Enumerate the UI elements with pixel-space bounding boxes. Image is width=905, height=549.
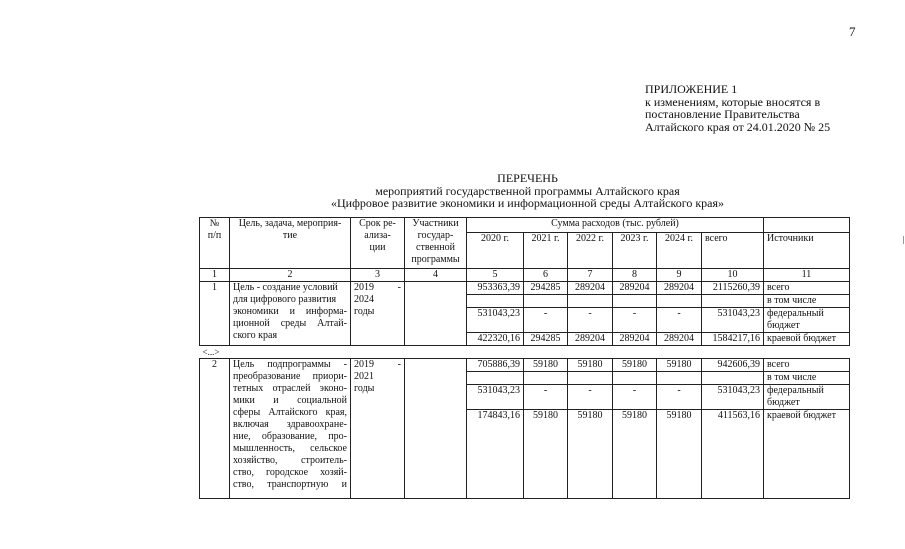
value-cell: 59180 <box>657 410 702 499</box>
header-total: всего <box>702 233 764 269</box>
value-cell: 2115260,39 <box>702 282 764 295</box>
appendix-title: ПРИЛОЖЕНИЕ 1 <box>645 82 738 96</box>
value-cell: 1584217,16 <box>702 333 764 346</box>
value-cell: 59180 <box>568 359 613 372</box>
header-term: Срок ре- ализа- ции <box>351 218 405 269</box>
value-cell: - <box>613 385 657 410</box>
goal-text: Цель подпрограммы - преобразование приори- тетных отраслей эконо- мики и социальной сферы Алтайского края, включая здравоохране- ние, образование, про- мышленность, сельское хозяйство, строитель- ство, городское хозяй- ство, транспортную и <box>230 359 351 499</box>
heading-subtitle: мероприятий государственной программы Алтайского края <box>375 183 680 198</box>
header-year: 2022 г. <box>568 233 613 269</box>
table-row <box>200 359 850 372</box>
heading-program-name: «Цифровое развитие экономики и информационной среды Алтайского края» <box>330 196 724 210</box>
col-number: 9 <box>657 269 702 282</box>
value-cell: 289204 <box>657 282 702 295</box>
appendix-line: постановление Правительства <box>645 107 800 121</box>
source-cell: краевой бюджет <box>764 333 850 346</box>
ellipsis-row <box>200 346 850 359</box>
appendix-block <box>645 83 830 133</box>
term-text: 2019 - 2021 годы <box>351 359 405 499</box>
header-sum: Сумма расходов (тыс. рублей) <box>467 218 764 233</box>
header-year: 2020 г. <box>467 233 524 269</box>
value-cell: 294285 <box>524 282 568 295</box>
value-cell: - <box>524 385 568 410</box>
source-cell: федеральный бюджет <box>764 385 850 410</box>
goal-text: Цель - создание условий для цифрового развития экономики и информа- ционной среды Алтай- ского края <box>230 282 351 346</box>
value-cell: 289204 <box>613 282 657 295</box>
value-cell <box>613 372 657 385</box>
value-cell: 531043,23 <box>702 308 764 333</box>
source-cell: в том числе <box>764 295 850 308</box>
heading-title: ПЕРЕЧЕНЬ <box>497 171 558 185</box>
participants-cell <box>405 282 467 346</box>
value-cell <box>613 295 657 308</box>
value-cell: - <box>657 385 702 410</box>
header-num: № п/п <box>200 218 230 269</box>
value-cell <box>568 295 613 308</box>
value-cell <box>657 295 702 308</box>
term-text: 2019 - 2024 годы <box>351 282 405 346</box>
col-number: 1 <box>200 269 230 282</box>
value-cell: 531043,23 <box>702 385 764 410</box>
value-cell: 531043,23 <box>467 308 524 333</box>
header-year: 2024 г. <box>657 233 702 269</box>
value-cell: 289204 <box>657 333 702 346</box>
source-cell: федеральный бюджет <box>764 308 850 333</box>
col-number: 11 <box>764 269 850 282</box>
value-cell: 422320,16 <box>467 333 524 346</box>
col-number: 3 <box>351 269 405 282</box>
header-participants: Участники государ- ственной программы <box>405 218 467 269</box>
header-goal: Цель, задача, мероприя- тие <box>230 218 351 269</box>
document-heading <box>300 172 755 210</box>
col-number: 6 <box>524 269 568 282</box>
value-cell <box>702 295 764 308</box>
value-cell: 289204 <box>613 333 657 346</box>
participants-cell <box>405 359 467 499</box>
ellipsis-marker: <...> <box>200 346 850 359</box>
value-cell: 289204 <box>568 282 613 295</box>
edge-mark <box>903 236 904 244</box>
value-cell <box>657 372 702 385</box>
value-cell <box>524 372 568 385</box>
col-number: 5 <box>467 269 524 282</box>
value-cell: 531043,23 <box>467 385 524 410</box>
value-cell <box>702 372 764 385</box>
col-number: 10 <box>702 269 764 282</box>
value-cell: 411563,16 <box>702 410 764 499</box>
value-cell <box>467 295 524 308</box>
appendix-line: Алтайского края от 24.01.2020 № 25 <box>645 119 831 134</box>
value-cell: 953363,39 <box>467 282 524 295</box>
value-cell: 174843,16 <box>467 410 524 499</box>
value-cell: - <box>524 308 568 333</box>
value-cell: - <box>568 385 613 410</box>
value-cell: - <box>657 308 702 333</box>
measures-table <box>199 217 850 499</box>
col-number: 7 <box>568 269 613 282</box>
column-numbers-row <box>200 269 850 282</box>
header-blank <box>764 218 850 233</box>
value-cell: 59180 <box>613 359 657 372</box>
header-sources: Источники <box>764 233 850 269</box>
header-year: 2023 г. <box>613 233 657 269</box>
value-cell: 59180 <box>657 359 702 372</box>
source-cell: всего <box>764 282 850 295</box>
value-cell: 59180 <box>524 410 568 499</box>
page-number: 7 <box>849 24 856 39</box>
value-cell: 59180 <box>568 410 613 499</box>
value-cell <box>524 295 568 308</box>
value-cell <box>568 372 613 385</box>
appendix-line: к изменениям, которые вносятся в <box>645 94 821 109</box>
row-number: 1 <box>200 282 230 346</box>
value-cell <box>467 372 524 385</box>
header-year: 2021 г. <box>524 233 568 269</box>
table-row <box>200 282 850 295</box>
table-header-row <box>200 218 850 233</box>
value-cell: 294285 <box>524 333 568 346</box>
value-cell: - <box>568 308 613 333</box>
col-number: 4 <box>405 269 467 282</box>
value-cell: 289204 <box>568 333 613 346</box>
value-cell: 705886,39 <box>467 359 524 372</box>
col-number: 2 <box>230 269 351 282</box>
value-cell: 59180 <box>613 410 657 499</box>
col-number: 8 <box>613 269 657 282</box>
source-cell: в том числе <box>764 372 850 385</box>
source-cell: всего <box>764 359 850 372</box>
row-number: 2 <box>200 359 230 499</box>
value-cell: - <box>613 308 657 333</box>
source-cell: краевой бюджет <box>764 410 850 499</box>
value-cell: 59180 <box>524 359 568 372</box>
value-cell: 942606,39 <box>702 359 764 372</box>
